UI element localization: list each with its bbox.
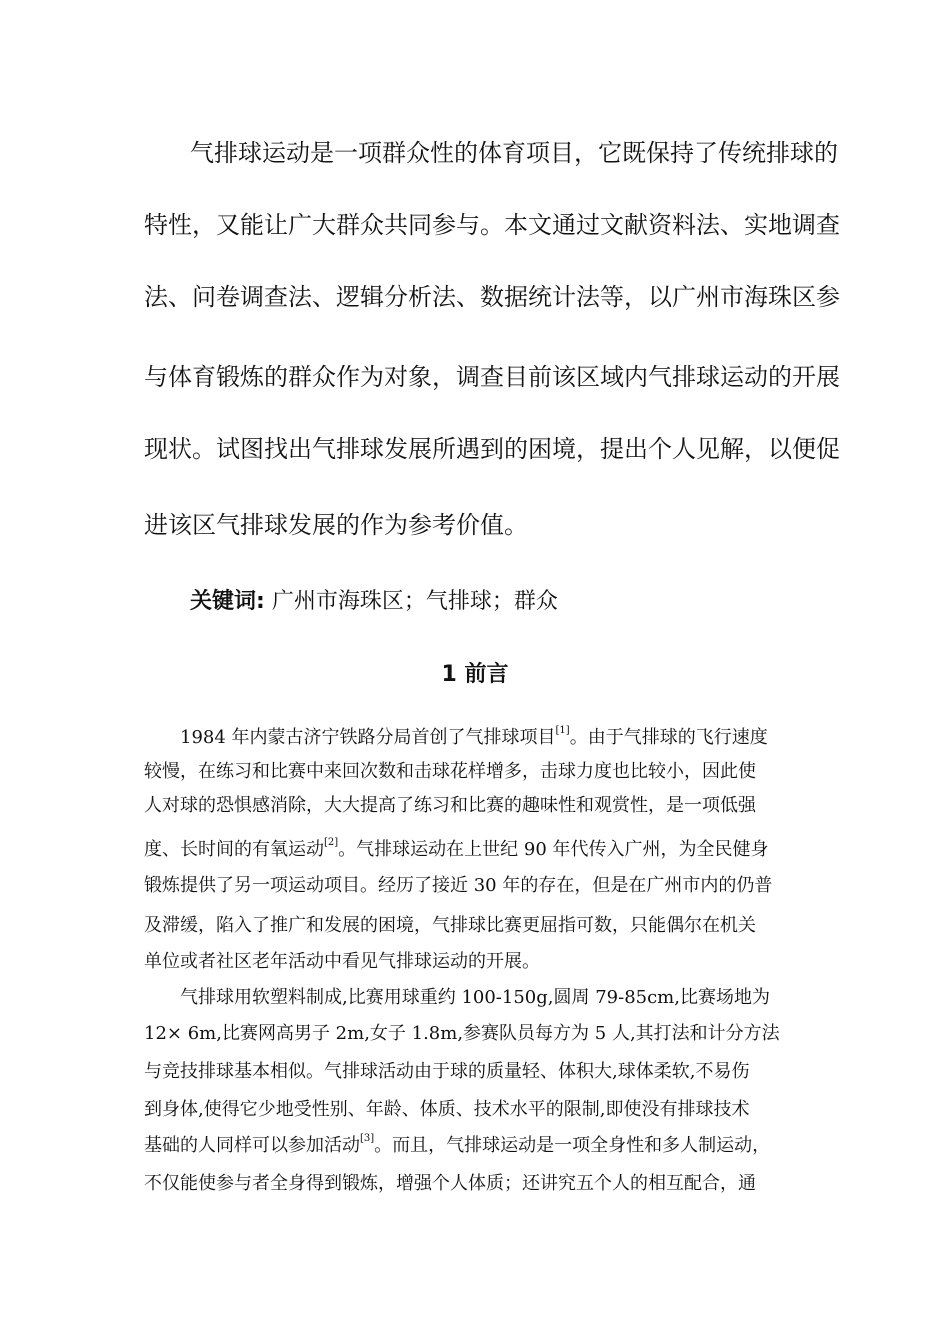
body-text-run: 基础的人同样可以参加活动 (144, 1135, 360, 1156)
abstract-line: 现状。试图找出气排球发展所遇到的困境，提出个人见解，以便促 (144, 435, 840, 463)
section-title: 1 前言 (441, 662, 509, 687)
abstract-line: 法、问卷调查法、逻辑分析法、数据统计法等，以广州市海珠区参 (144, 283, 840, 311)
citation-ref: [2] (324, 837, 339, 848)
body-line: 到身体,使得它少地受性别、年龄、体质、技术水平的限制,即使没有排球技术 (144, 1099, 750, 1120)
body-line: 与竞技排球基本相似。气排球活动由于球的质量轻、体积大,球体柔软,不易伤 (144, 1061, 750, 1082)
body-line: 锻炼提供了另一项运动项目。经历了接近 30 年的存在，但是在广州市内的仍普 (144, 875, 773, 896)
body-line: 不仅能使参与者全身得到锻炼，增强个人体质；还讲究五个人的相互配合，通 (144, 1173, 756, 1194)
body-line (144, 837, 769, 863)
citation-ref: [1] (555, 725, 570, 736)
citation-ref: [3] (360, 1133, 375, 1144)
abstract-line: 进该区气排球发展的作为参考价值。 (144, 511, 528, 539)
keywords-label: 关键词: (190, 589, 265, 614)
keywords-value: 广州市海珠区；气排球；群众 (271, 589, 558, 614)
body-line: 12× 6m,比赛网高男子 2m,女子 1.8m,参赛队员每方为 5 人,其打法和计分方法 (144, 1023, 780, 1044)
body-line (180, 725, 768, 751)
body-text-run: 1984 年内蒙古济宁铁路分局首创了气排球项目 (180, 727, 556, 748)
body-text-run: 。由于气排球的飞行速度 (569, 727, 768, 748)
body-text-run: 。而且，气排球运动是一项全身性和多人制运动， (374, 1135, 771, 1156)
body-line: 单位或者社区老年活动中看见气排球运动的开展。 (144, 951, 540, 972)
body-text-run: 。气排球运动在上世纪 90 年代传入广州，为全民健身 (338, 839, 769, 860)
abstract-line: 特性，又能让广大群众共同参与。本文通过文献资料法、实地调查 (144, 211, 840, 239)
body-text-run: 度、长时间的有氧运动 (144, 839, 324, 860)
body-line (144, 1133, 770, 1159)
body-line: 人对球的恐惧感消除，大大提高了练习和比赛的趣味性和观赏性，是一项低强 (144, 795, 756, 816)
body-line: 较慢，在练习和比赛中来回次数和击球花样增多，击球力度也比较小，因此使 (144, 761, 756, 782)
abstract-line: 与体育锻炼的群众作为对象，调查目前该区域内气排球运动的开展 (144, 363, 840, 391)
keywords (190, 587, 558, 617)
body-line: 及滞缓，陷入了推广和发展的困境，气排球比赛更屈指可数，只能偶尔在机关 (144, 915, 756, 936)
abstract-line: 气排球运动是一项群众性的体育项目，它既保持了传统排球的 (190, 139, 838, 167)
body-line: 气排球用软塑料制成,比赛用球重约 100-150g,圆周 79-85cm,比赛场地为 (180, 987, 770, 1008)
